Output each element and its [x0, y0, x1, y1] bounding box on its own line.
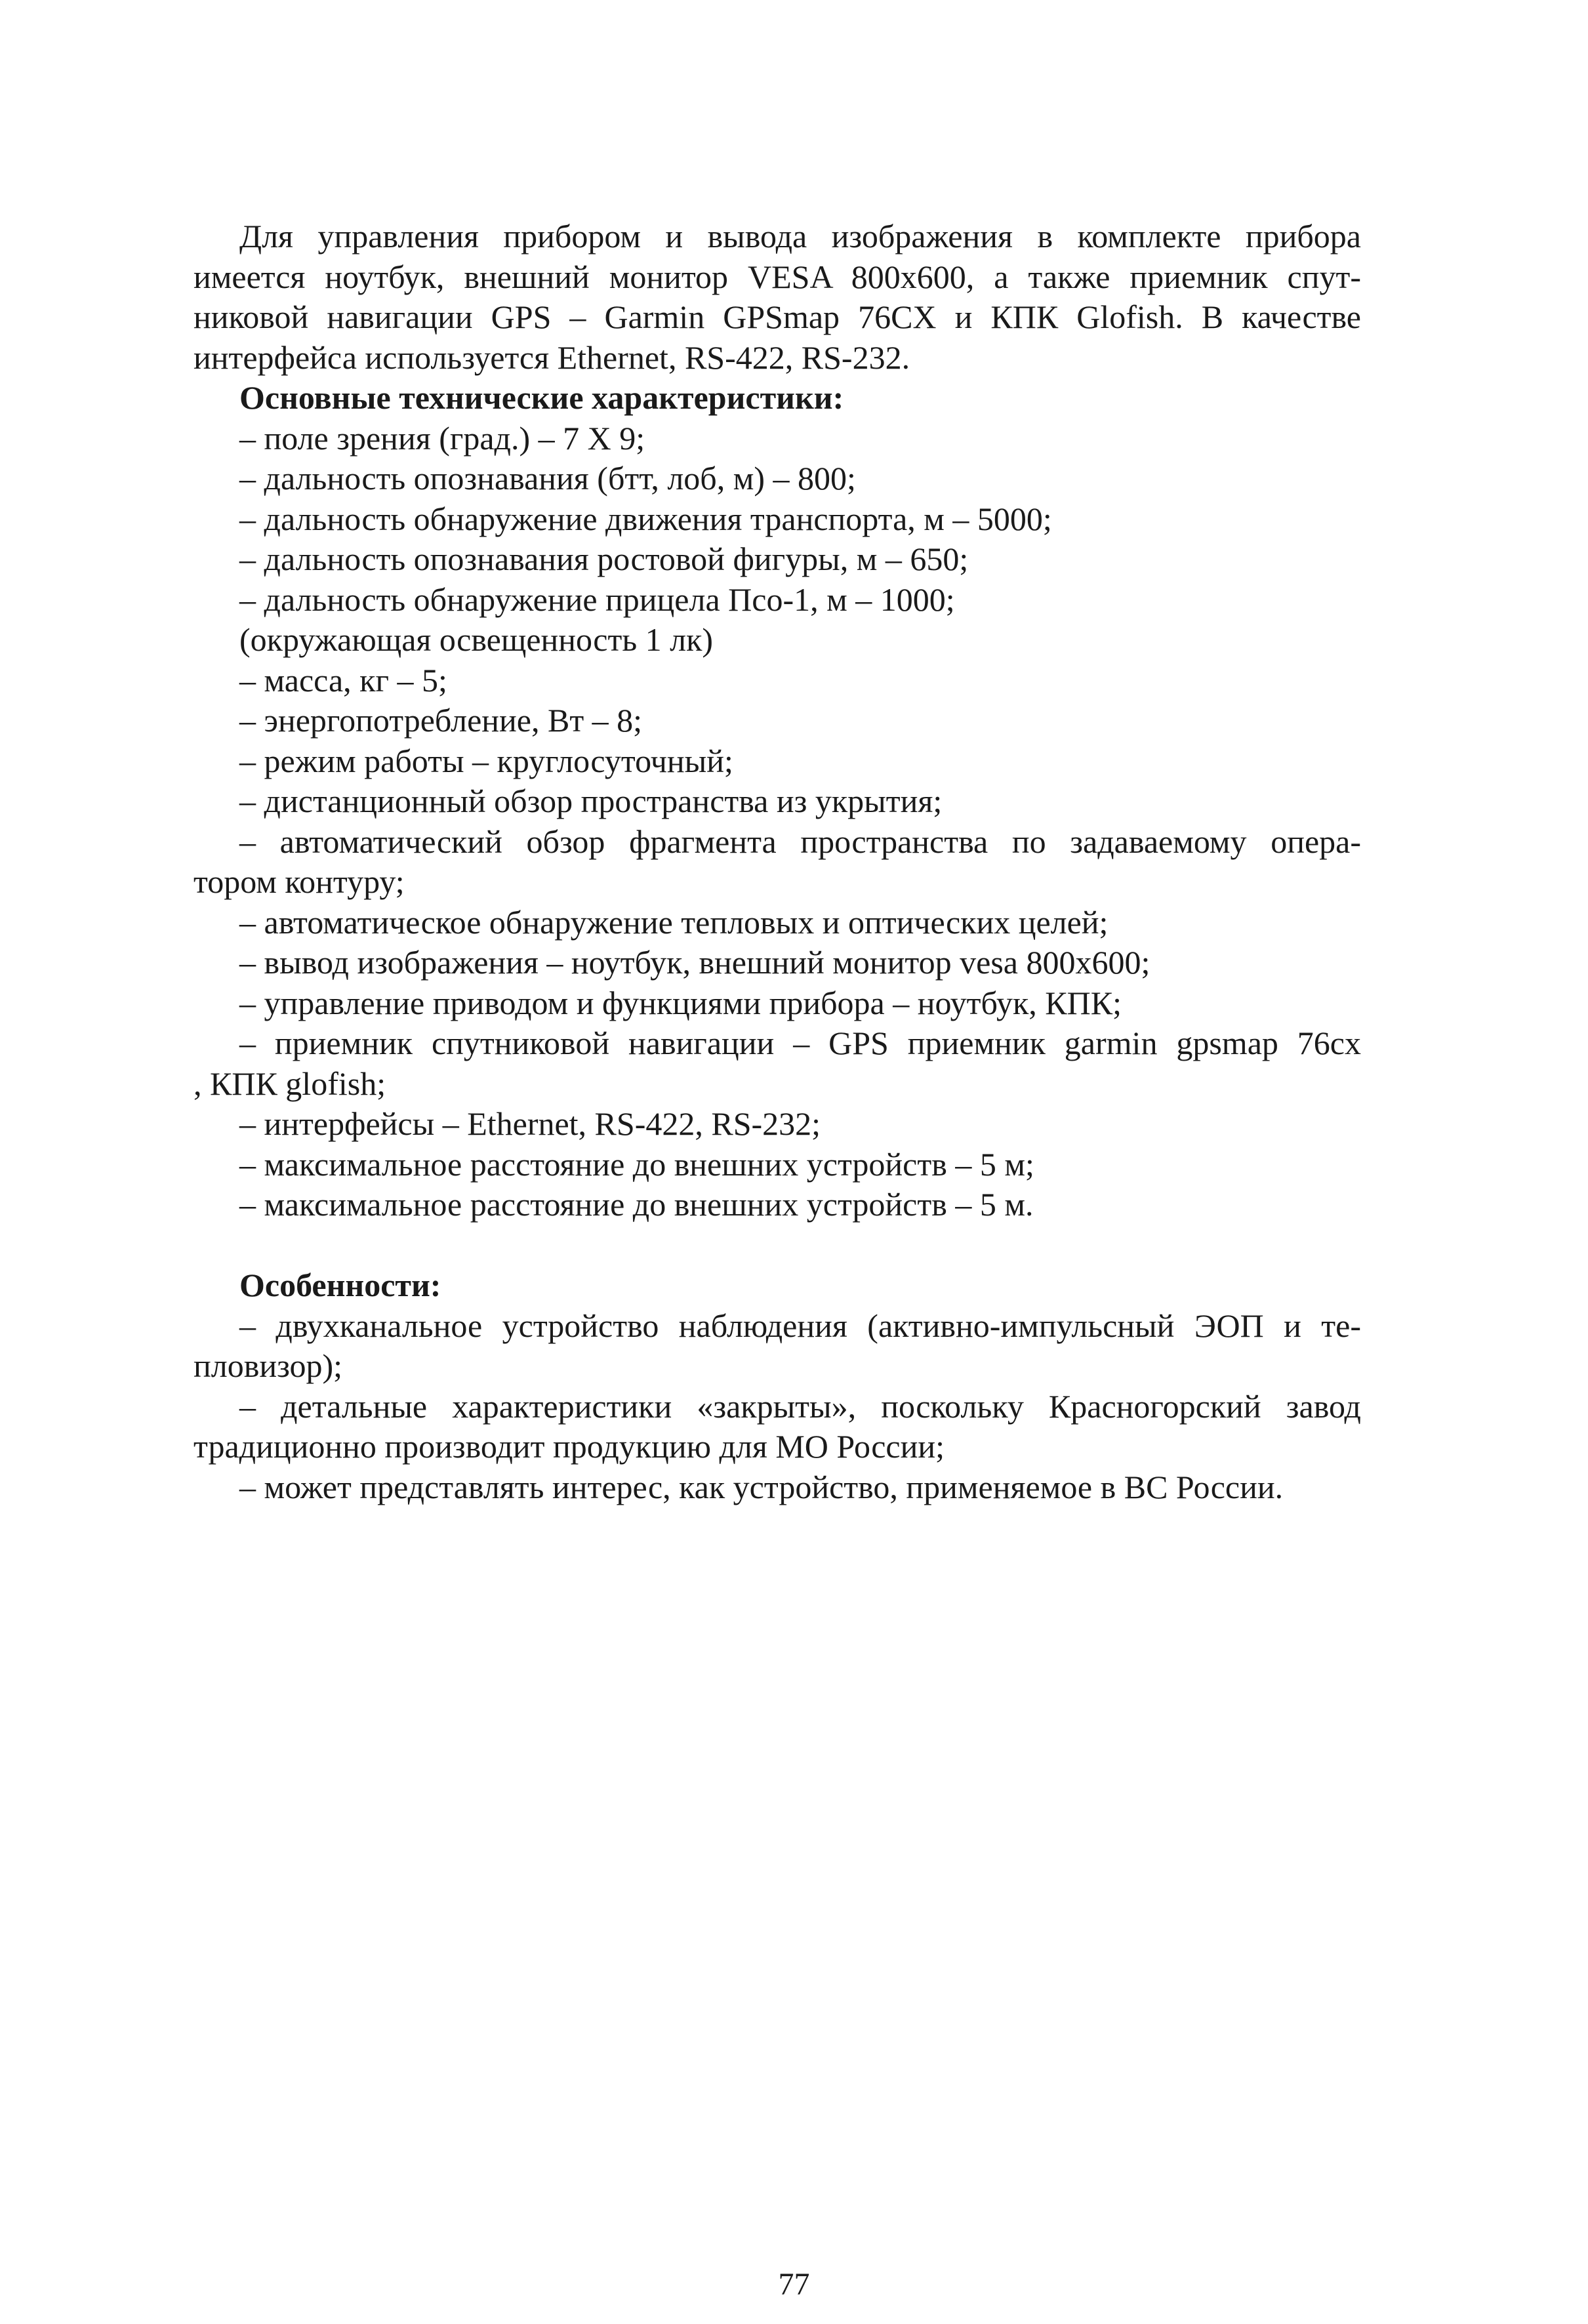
list-item-continuation: тором контуру; [193, 863, 405, 900]
specs-list [193, 418, 1361, 1225]
list-item: – автоматическое обнаружение тепловых и оптических целей; [239, 903, 1109, 941]
list-item: – дальность опознавания (бтт, лоб, м) – 800; [239, 460, 856, 497]
list-item: – управление приводом и функциями прибора – ноутбук, КПК; [239, 984, 1122, 1021]
list-item: – дальность обнаружение движения транспорта, м – 5000; [239, 500, 1052, 537]
page-number: 77 [778, 2267, 810, 2302]
section-spacer [193, 1225, 1361, 1266]
list-item-continuation: , КПК glofish; [193, 1065, 386, 1102]
text-line: интерфейса используется Ethernet, RS-422, RS-232. [193, 338, 910, 376]
list-item: – режим работы – круглосуточный; [239, 742, 733, 779]
list-item: – может представлять интерес, как устройство, применяемое в ВС России. [239, 1468, 1284, 1505]
intro-paragraph [193, 216, 1361, 378]
list-item: – детальные характеристики «закрыты», поскольку Красногорский завод [239, 1387, 1361, 1425]
text-line: Для управления прибором и вывода изображения в комплекте прибора [239, 218, 1361, 255]
list-item: – интерфейсы – Ethernet, RS-422, RS-232; [239, 1105, 821, 1142]
list-item: – дальность обнаружение прицела Псо-1, м – 1000; [239, 581, 955, 618]
text-line: никовой навигации GPS – Garmin GPSmap 76CX и КПК Glofish. В качестве [193, 298, 1361, 335]
list-item: – энергопотребление, Вт – 8; [239, 702, 643, 739]
list-item: – максимальное расстояние до внешних устройств – 5 м. [239, 1186, 1034, 1223]
specs-heading: Основные технические характеристики: [239, 379, 844, 416]
text-line: имеется ноутбук, внешний монитор VESA 800х600, а также приемник спут- [193, 258, 1361, 295]
features-list [193, 1306, 1361, 1508]
features-heading: Особенности: [239, 1267, 441, 1303]
list-item: – дальность опознавания ростовой фигуры, м – 650; [239, 540, 969, 577]
list-item: (окружающая освещенность 1 лк) [239, 621, 714, 658]
list-item-continuation: традиционно производит продукцию для МО России; [193, 1428, 945, 1465]
list-item: – вывод изображения – ноутбук, внешний монитор vesa 800x600; [239, 944, 1150, 981]
list-item: – приемник спутниковой навигации – GPS приемник garmin gpsmap 76cx [239, 1025, 1361, 1061]
page-body [193, 216, 1361, 1507]
list-item: – поле зрения (град.) – 7 Х 9; [239, 419, 645, 457]
list-item-continuation: пловизор); [193, 1347, 343, 1384]
list-item: – двухканальное устройство наблюдения (активно-импульсный ЭОП и те- [239, 1307, 1361, 1344]
list-item: – масса, кг – 5; [239, 661, 447, 699]
list-item: – максимальное расстояние до внешних устройств – 5 м; [239, 1145, 1034, 1183]
list-item: – автоматический обзор фрагмента пространства по задаваемому опера- [239, 823, 1361, 860]
list-item: – дистанционный обзор пространства из укрытия; [239, 783, 943, 819]
